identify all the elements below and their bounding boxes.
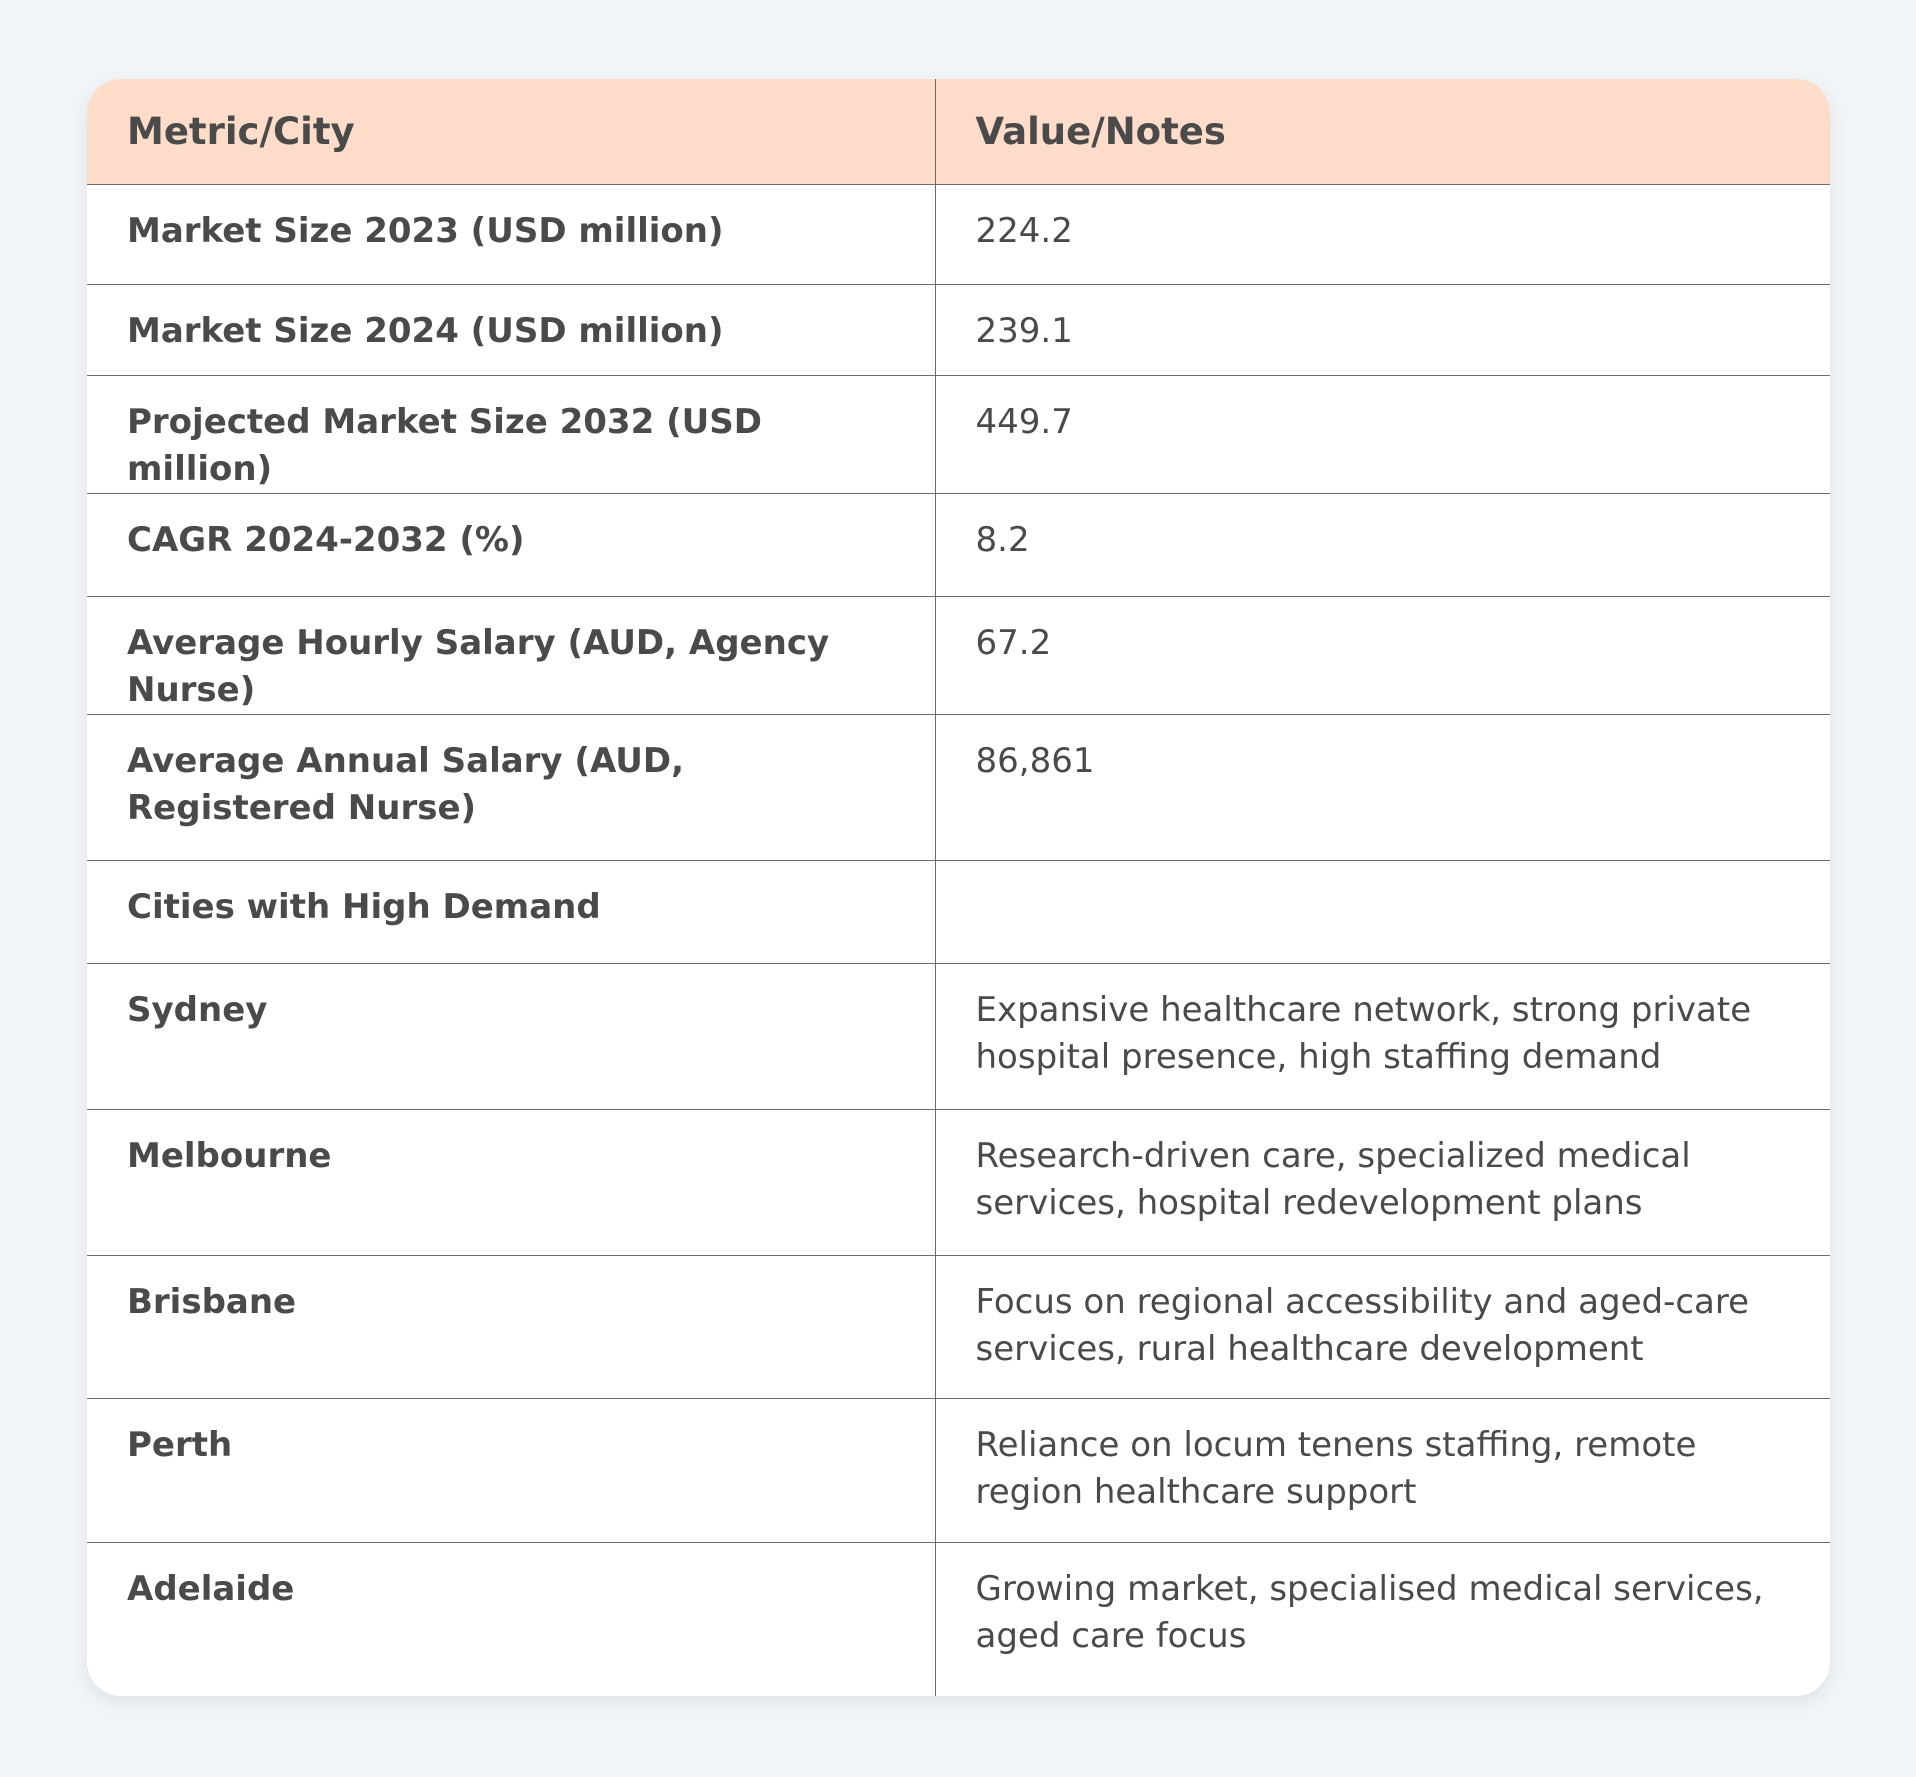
metric-cell: Brisbane [87,1256,935,1399]
value-cell [935,861,1830,964]
data-table-card [87,79,1830,1696]
value-cell: 86,861 [935,715,1830,861]
table-row [87,861,1830,964]
value-cell: 224.2 [935,185,1830,285]
table-row [87,597,1830,715]
metric-cell: Average Hourly Salary (AUD, Agency Nurse) [87,597,935,715]
value-cell: Expansive healthcare network, strong private hospital presence, high staffing demand [935,964,1830,1110]
value-cell: 67.2 [935,597,1830,715]
metric-cell: Projected Market Size 2032 (USD million) [87,376,935,494]
metric-cell: Market Size 2023 (USD million) [87,185,935,285]
metric-cell: Sydney [87,964,935,1110]
column-header-metric: Metric/City [87,79,935,185]
metric-cell: Average Annual Salary (AUD, Registered Nurse) [87,715,935,861]
table-row [87,285,1830,376]
table-row [87,1110,1830,1256]
column-header-value: Value/Notes [935,79,1830,185]
table-row [87,1399,1830,1543]
metric-cell: Cities with High Demand [87,861,935,964]
table-row [87,185,1830,285]
table-row [87,376,1830,494]
metric-cell: Melbourne [87,1110,935,1256]
value-cell: 8.2 [935,494,1830,597]
table-row [87,964,1830,1110]
table-header-row [87,79,1830,185]
value-cell: Focus on regional accessibility and aged-care services, rural healthcare development [935,1256,1830,1399]
table-row [87,715,1830,861]
table-row [87,1256,1830,1399]
value-cell: Research-driven care, specialized medical services, hospital redevelopment plans [935,1110,1830,1256]
table-row [87,494,1830,597]
metric-cell: Perth [87,1399,935,1543]
value-cell: 449.7 [935,376,1830,494]
table-row [87,1543,1830,1697]
data-table [87,79,1830,1696]
metric-cell: Adelaide [87,1543,935,1697]
value-cell: 239.1 [935,285,1830,376]
value-cell: Reliance on locum tenens staffing, remote region healthcare support [935,1399,1830,1543]
metric-cell: CAGR 2024-2032 (%) [87,494,935,597]
value-cell: Growing market, specialised medical services, aged care focus [975,1569,1764,1656]
metric-cell: Market Size 2024 (USD million) [87,285,935,376]
